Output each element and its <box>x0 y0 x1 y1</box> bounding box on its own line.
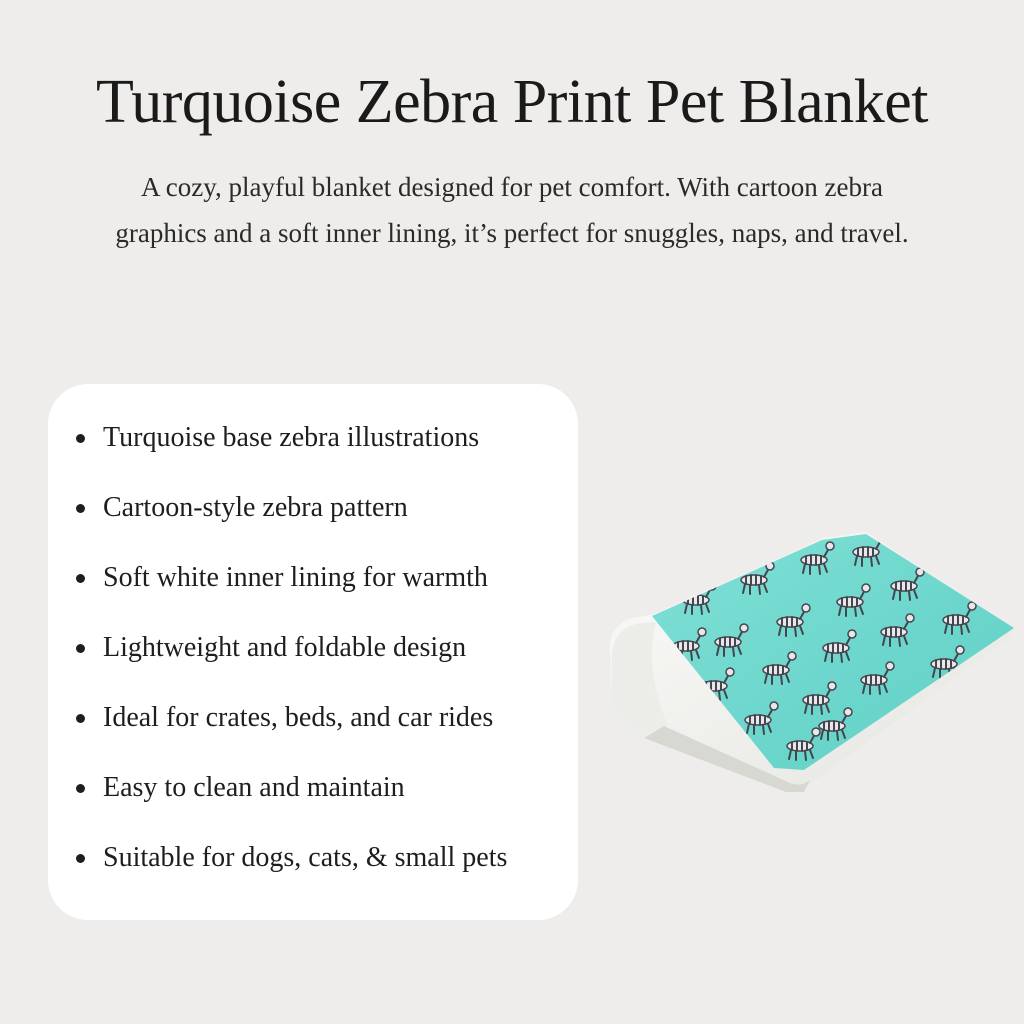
feature-text: Cartoon-style zebra pattern <box>103 492 408 523</box>
feature-item <box>48 490 578 560</box>
feature-text: Easy to clean and maintain <box>103 772 405 803</box>
bullet-icon <box>76 574 85 583</box>
bullet-icon <box>76 504 85 513</box>
bullet-icon <box>76 784 85 793</box>
product-description: A cozy, playful blanket designed for pet comfort. With cartoon zebra graphics and a soft inner lining, it’s perfect for snuggles, naps, and travel. <box>115 172 909 248</box>
feature-item <box>48 420 578 490</box>
bullet-icon <box>76 714 85 723</box>
feature-text: Turquoise base zebra illustrations <box>103 422 480 453</box>
feature-text: Suitable for dogs, cats, & small pets <box>103 842 508 873</box>
blanket-photo <box>604 530 1016 796</box>
page-title: Turquoise Zebra Print Pet Blanket <box>96 68 928 136</box>
features-card <box>48 384 578 920</box>
feature-item <box>48 630 578 700</box>
feature-text: Lightweight and foldable design <box>103 632 467 663</box>
feature-item <box>48 560 578 630</box>
feature-item <box>48 770 578 840</box>
feature-item <box>48 840 578 910</box>
feature-item <box>48 700 578 770</box>
feature-text: Soft white inner lining for warmth <box>103 562 488 593</box>
bullet-icon <box>76 854 85 863</box>
bullet-icon <box>76 434 85 443</box>
feature-text: Ideal for crates, beds, and car rides <box>103 702 494 733</box>
bullet-icon <box>76 644 85 653</box>
features-list <box>48 420 578 910</box>
